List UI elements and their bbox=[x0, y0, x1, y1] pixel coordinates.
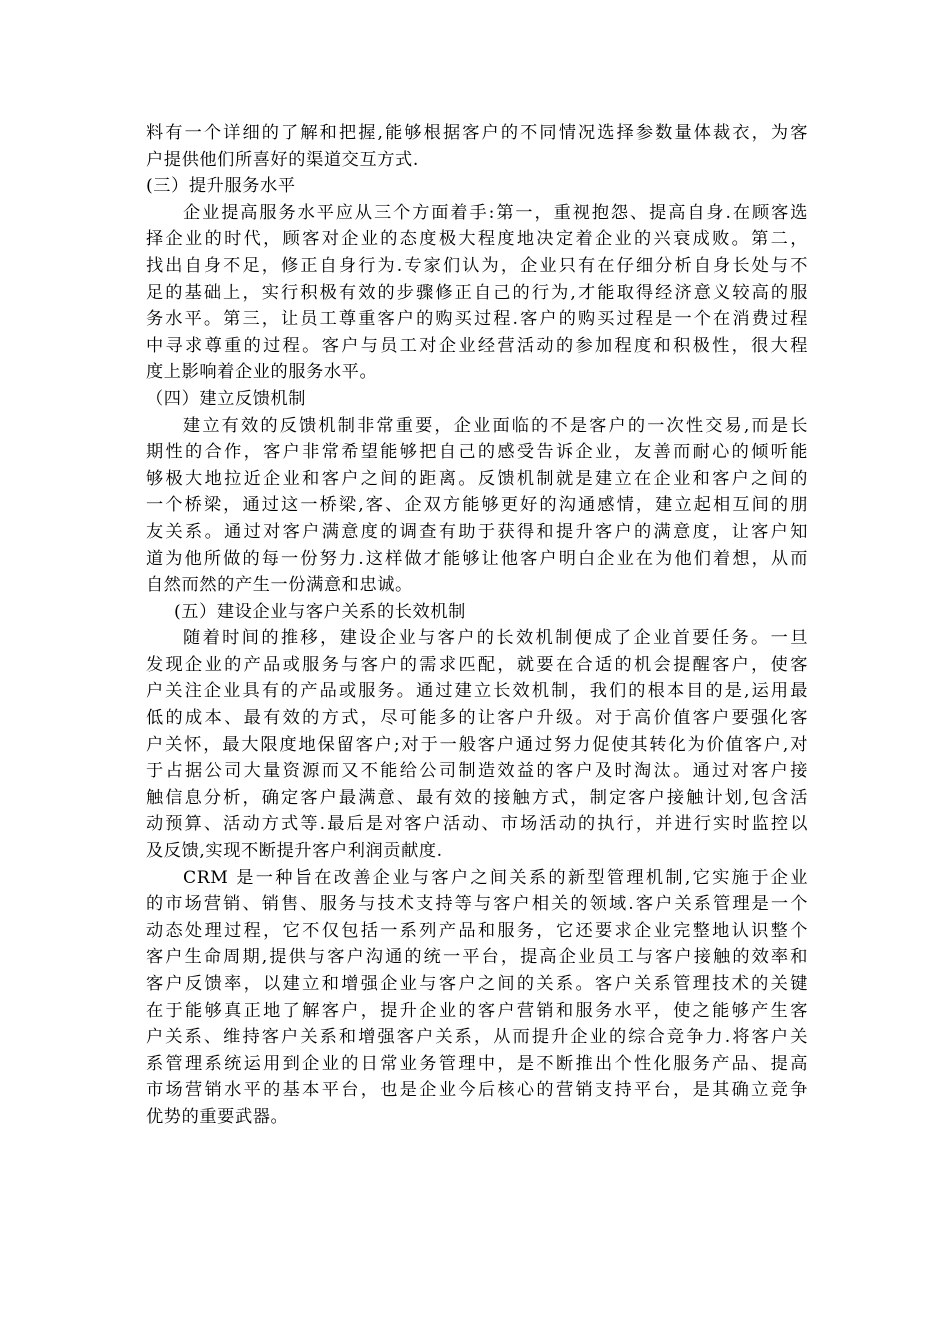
text-line: 中寻求尊重的过程。客户与员工对企业经营活动的参加程度和积极性，很大程 bbox=[146, 335, 808, 356]
text-line: 户关系、维持客户关系和增强客户关系，从而提升企业的综合竞争力.将客户关 bbox=[146, 1027, 808, 1048]
text-line: 低的成本、最有效的方式，尽可能多的让客户升级。对于高价值客户要强化客 bbox=[146, 708, 808, 729]
text-line: 动态处理过程，它不仅包括一系列产品和服务，它还要求企业完整地认识整个 bbox=[146, 920, 808, 941]
text-line: 动预算、活动方式等.最后是对客户活动、市场活动的执行，并进行实时监控以 bbox=[146, 814, 808, 835]
text-line: 建立有效的反馈机制非常重要，企业面临的不是客户的一次性交易,而是长 bbox=[183, 415, 808, 436]
text-line: 道为他所做的每一份努力.这样做才能够让他客户明白企业在为他们着想，从而 bbox=[146, 548, 808, 569]
section-heading-5 bbox=[146, 599, 808, 626]
text-line: 足的基础上，实行积极有效的步骤修正自己的行为,才能取得经济意义较高的服 bbox=[146, 282, 808, 303]
heading-text: (五）建设企业与客户关系的长效机制 bbox=[174, 601, 466, 622]
text-line: 在于能够真正地了解客户，提升企业的客户营销和服务水平，使之能够产生客 bbox=[146, 1000, 808, 1021]
text-line: 系管理系统运用到企业的日常业务管理中，是不断推出个性化服务产品、提高 bbox=[146, 1053, 808, 1074]
paragraph-long-term bbox=[146, 625, 808, 864]
section-heading-4 bbox=[146, 386, 808, 413]
section-heading-3 bbox=[146, 173, 808, 200]
paragraph-service-level bbox=[146, 200, 808, 386]
paragraph-continuation bbox=[146, 120, 808, 173]
text-line: 户提供他们所喜好的渠道交互方式. bbox=[146, 149, 419, 170]
text-line: 度上影响着企业的服务水平。 bbox=[146, 362, 378, 383]
text-line: CRM 是一种旨在改善企业与客户之间关系的新型管理机制,它实施于企业 bbox=[183, 867, 808, 888]
text-line: 发现企业的产品或服务与客户的需求匹配，就要在合适的机会提醒客户，使客 bbox=[146, 654, 808, 675]
text-line: 料有一个详细的了解和把握,能够根据客户的不同情况选择参数量体裁衣，为客 bbox=[146, 123, 808, 143]
text-line: 的市场营销、销售、服务与技术支持等与客户相关的领域.客户关系管理是一个 bbox=[146, 894, 808, 915]
text-line: 找出自身不足，修正自身行为.专家们认为，企业只有在仔细分析自身长处与不 bbox=[146, 255, 808, 276]
heading-text: (三）提升服务水平 bbox=[146, 176, 296, 197]
text-line: 客户反馈率，以建立和增强企业与客户之间的关系。客户关系管理技术的关键 bbox=[146, 974, 808, 994]
text-line: 一个桥梁，通过这一桥梁,客、企双方能够更好的沟通感情，建立起相互间的朋 bbox=[146, 495, 808, 516]
text-line: 友关系。通过对客户满意度的调查有助于获得和提升客户的满意度，让客户知 bbox=[146, 521, 808, 542]
text-line: 择企业的时代，顾客对企业的态度极大程度地决定着企业的兴衰成败。第二， bbox=[146, 229, 808, 250]
text-line: 于占据公司大量资源而又不能给公司制造效益的客户及时淘汰。通过对客户接 bbox=[146, 761, 808, 782]
text-line: 户关怀，最大限度地保留客户;对于一般客户通过努力促使其转化为价值客户,对 bbox=[146, 734, 808, 755]
text-line: 够极大地拉近企业和客户之间的距离。反馈机制就是建立在企业和客户之间的 bbox=[146, 468, 808, 489]
text-line: 优势的重要武器。 bbox=[146, 1106, 289, 1127]
text-line: 企业提高服务水平应从三个方面着手:第一，重视抱怨、提高自身.在顾客选 bbox=[183, 202, 808, 223]
heading-text: （四）建立反馈机制 bbox=[146, 388, 307, 409]
text-line: 客户生命周期,提供与客户沟通的统一平台，提高企业员工与客户接触的效率和 bbox=[146, 947, 808, 968]
text-line: 期性的合作，客户非常希望能够把自己的感受告诉企业，友善而耐心的倾听能 bbox=[146, 442, 808, 463]
paragraph-crm bbox=[146, 865, 808, 1131]
text-line: 触信息分析，确定客户最满意、最有效的接触方式，制定客户接触计划,包含活 bbox=[146, 787, 808, 808]
text-line: 随着时间的推移，建设企业与客户的长效机制便成了企业首要任务。一旦 bbox=[183, 628, 808, 649]
text-line: 务水平。第三，让员工尊重客户的购买过程.客户的购买过程是一个在消费过程 bbox=[146, 309, 808, 330]
text-line: 户关注企业具有的产品或服务。通过建立长效机制，我们的根本目的是,运用最 bbox=[146, 681, 808, 702]
text-line: 市场营销水平的基本平台，也是企业今后核心的营销支持平台，是其确立竞争 bbox=[146, 1080, 808, 1101]
text-line: 及反馈,实现不断提升客户利润贡献度. bbox=[146, 841, 443, 862]
paragraph-feedback bbox=[146, 413, 808, 599]
document-page bbox=[146, 120, 808, 1131]
text-line: 自然而然的产生一份满意和忠诚。 bbox=[146, 575, 413, 596]
